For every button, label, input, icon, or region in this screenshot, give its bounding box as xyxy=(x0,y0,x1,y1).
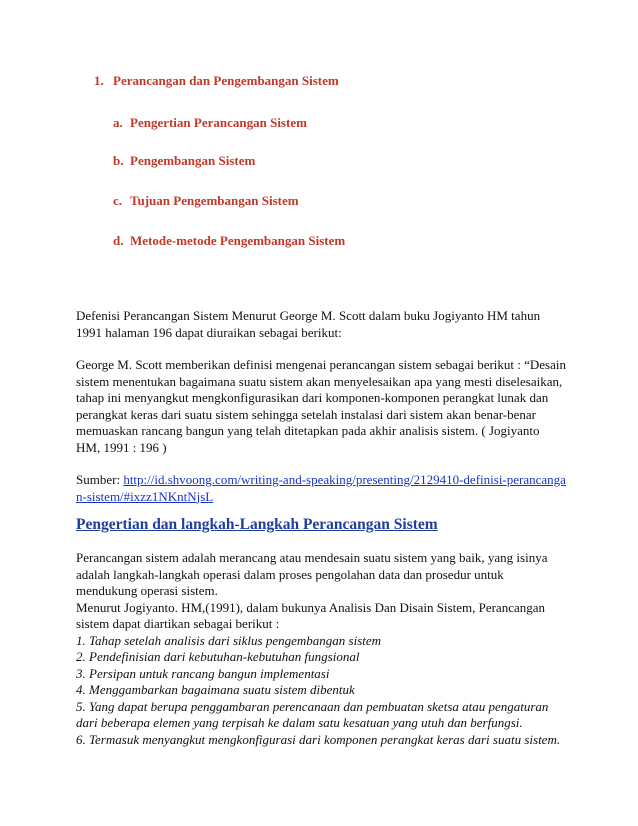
source-label: Sumber: xyxy=(76,472,124,487)
list-item: 3. Persipan untuk rancang bangun implementasi xyxy=(76,665,330,681)
toc-label: Tujuan Pengembangan Sistem xyxy=(130,193,299,208)
toc-label: Pengembangan Sistem xyxy=(130,153,256,168)
toc-label: Metode-metode Pengembangan Sistem xyxy=(130,233,346,248)
steps-source-paragraph: Menurut Jogiyanto. HM,(1991), dalam bukunya Analisis Dan Disain Sistem, Perancangan sistem dapat diartikan sebagai berikut : xyxy=(76,599,546,631)
toc-item-a xyxy=(113,115,307,131)
section-steps xyxy=(76,550,566,748)
list-item: 1. Tahap setelah analisis dari siklus pengembangan sistem xyxy=(76,632,382,648)
definition-paragraph: George M. Scott memberikan definisi mengenai perancangan sistem sebagai berikut : “Desain sistem menentukan bagaimana suatu sistem akan menyelesaikan apa yang mesti diselesaikan, tahap ini menyangkut mengkonfigurasikan dari komponen-komponen perangkat lunak dan perangkat keras dari suatu sistem sehingga setelah instalasi dari sistem akan benar-benar memuaskan rancang bangun yang telah ditetapkan pada akhir analisis sistem. ( Jogiyanto HM, 1991 : 196 ) xyxy=(76,357,566,455)
toc-item-d xyxy=(113,233,345,249)
steps-intro-paragraph: Perancangan sistem adalah merancang atau mendesain suatu sistem yang baik, yang isinya adalah langkah-langkah operasi dalam proses pengolahan data dan prosedur untuk mendukung operasi sistem. xyxy=(76,550,548,598)
toc-letter: b. xyxy=(113,153,124,168)
list-item: 2. Pendefinisian dari kebutuhan-kebutuhan fungsional xyxy=(76,649,360,664)
source-paragraph xyxy=(76,472,566,505)
toc-letter: c. xyxy=(113,193,123,208)
intro-paragraph: Defenisi Perancangan Sistem Menurut George M. Scott dalam buku Jogiyanto HM tahun 1991 halaman 196 dapat diuraikan sebagai berikut: xyxy=(76,308,541,340)
toc-item-c xyxy=(113,193,299,209)
list-item: 4. Menggambarkan bagaimana suatu sistem dibentuk xyxy=(76,682,355,697)
steps-list xyxy=(76,633,566,749)
section-heading: Pengertian dan langkah-Langkah Perancangan Sistem xyxy=(76,516,438,533)
toc-item-main xyxy=(94,73,339,89)
toc-label: Pengertian Perancangan Sistem xyxy=(130,115,307,130)
toc-number: 1. xyxy=(94,73,104,88)
toc-label: Perancangan dan Pengembangan Sistem xyxy=(113,73,339,88)
list-item: 6. Termasuk menyangkut mengkonfigurasi dari komponen perangkat keras dari suatu sistem. xyxy=(76,731,561,747)
toc-letter: a. xyxy=(113,115,123,130)
list-item: 5. Yang dapat berupa penggambaran perencanaan dan pembuatan sketsa atau pengaturan dari beberapa elemen yang terpisah ke dalam satu kesatuan yang utuh dan berfungsi. xyxy=(76,698,549,730)
toc-letter: d. xyxy=(113,233,124,248)
section-definition xyxy=(76,308,566,505)
source-link[interactable]: http://id.shvoong.com/writing-and-speaking/presenting/2129410-definisi-perancangan-sistem/#ixzz1NKntNjsL xyxy=(76,472,566,504)
toc-item-b xyxy=(113,153,255,169)
